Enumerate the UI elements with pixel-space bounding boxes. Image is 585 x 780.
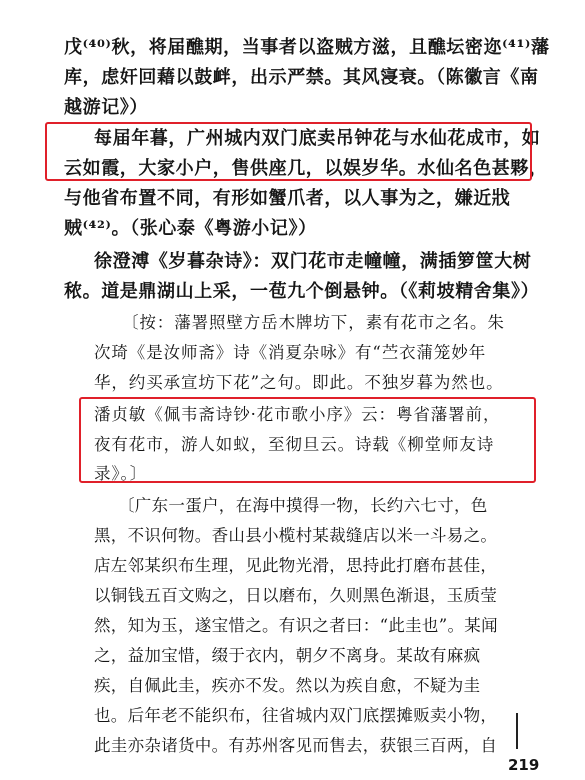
highlight-box-flower-market: [45, 122, 532, 181]
note-line: 次琦《是汝师斋》诗《消夏杂咏》有“苎衣蒲笼妙年: [94, 343, 487, 362]
note-line: 华，约买承宣坊下花”之句。即此。不独岁暮为然也。: [94, 373, 504, 392]
note-line: 录》。〕: [94, 464, 148, 483]
text-line: 徐澄溥《岁暮杂诗》：双门花市走幢幢，满插箩筐大树: [94, 251, 532, 272]
text-line: 库，虑奸回藉以鼓衅，出示严禁。其风寖衰。（陈徽言《南: [64, 67, 539, 88]
text-line: 〔广东一蛋户，在海中摸得一物，长约六七寸，色: [118, 496, 488, 515]
text-line: 贼⁽⁴²⁾。（张心泰《粤游小记》）: [64, 218, 317, 239]
margin-rule: [516, 713, 518, 749]
text-line: 云如霞，大家小户，售供座几，以娱岁华。水仙名色甚夥，: [64, 158, 548, 179]
text-line: 此圭亦杂诸货中。有苏州客见而售去，获银三百两，自: [94, 736, 498, 755]
text-line: 越游记》）: [64, 97, 148, 118]
page-number: 219: [508, 756, 540, 774]
text-line: 疾，自佩此圭，疾亦不发。然以为疾自愈，不疑为圭: [94, 676, 481, 695]
text-line: 店左邻某织布生理，见此物光滑，思持此打磨布甚佳，: [94, 556, 498, 575]
text-line: 与他省布置不同，有形如蟹爪者，以人事为之，嫌近戕: [64, 188, 511, 209]
text-line: 每届年暮，广州城内双门底卖吊钟花与水仙花成市，如: [94, 128, 541, 149]
text-line: 以铜钱五百文购之，日以磨布，久则黑色渐退，玉质莹: [94, 586, 498, 605]
text-line: 然，知为玉，遂宝惜之。有识之者曰：“此圭也”。某闻: [94, 616, 498, 635]
text-line: 秾。道是鼎湖山上采，一苞九个倒悬钟。（《莉坡精舍集》）: [64, 281, 540, 302]
highlight-box-night-market: [79, 397, 536, 483]
text-line: 之，益加宝惜，缀于衣内，朝夕不离身。某故有麻疯: [94, 646, 481, 665]
note-line: 夜有花市，游人如蚁，至彻旦云。诗载《柳堂师友诗: [94, 435, 495, 454]
note-line: 潘贞敏《佩韦斋诗钞·花市歌小序》云：粤省藩署前，: [94, 405, 501, 424]
note-line: 〔按：藩署照壁方岳木牌坊下，素有花市之名。朱: [122, 313, 505, 332]
text-line: 黑，不识何物。香山县小榄村某裁缝店以米一斗易之。: [94, 526, 498, 545]
text-line: 戊⁽⁴⁰⁾秋，将届醮期，当事者以盗贼方滋，且醮坛密迩⁽⁴¹⁾藩: [64, 37, 550, 58]
text-line: 也。后年老不能织布，往省城内双门底摆摊贩卖小物，: [94, 706, 498, 725]
